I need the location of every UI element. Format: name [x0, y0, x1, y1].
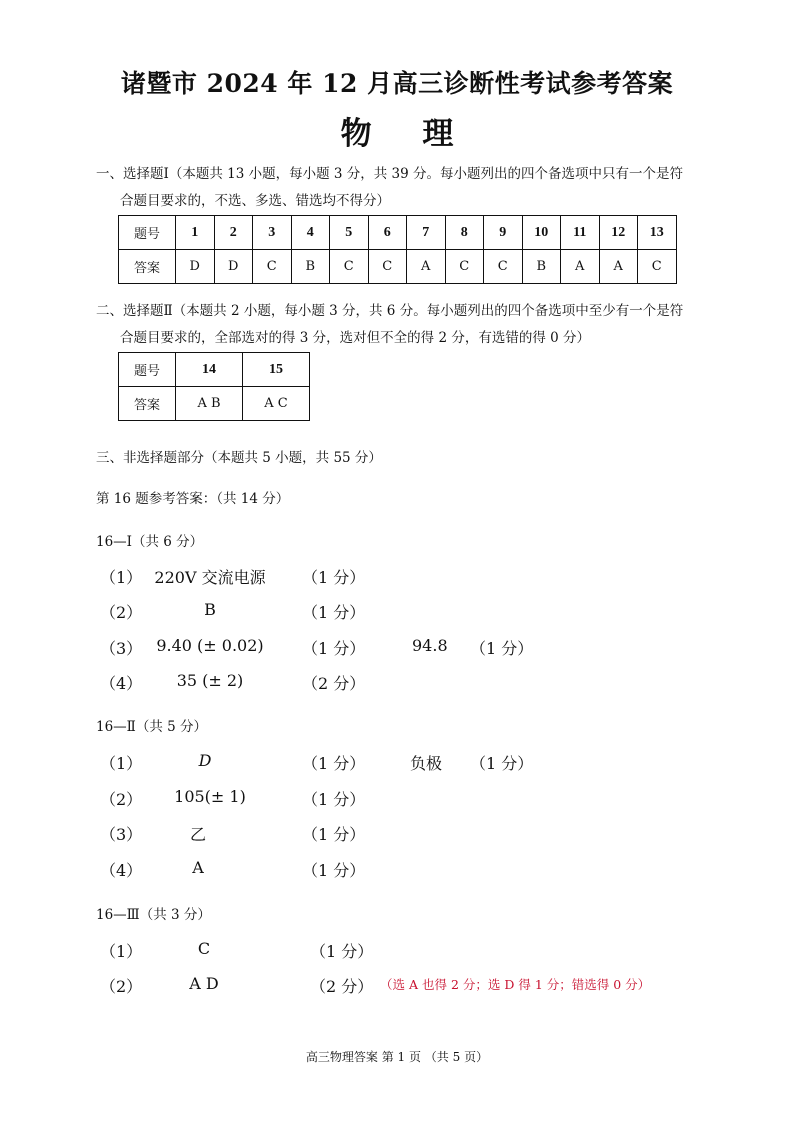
- answer-cell: C: [445, 250, 484, 284]
- answer-cell: C: [330, 250, 369, 284]
- q-number: 5: [330, 216, 369, 250]
- answer-cell: A: [561, 250, 600, 284]
- answer-cell: D: [214, 250, 253, 284]
- item-answer: D: [198, 751, 212, 770]
- item-number: （1）: [100, 568, 143, 587]
- q-number: 13: [638, 216, 677, 250]
- label-answer: 答案: [119, 387, 176, 421]
- item-points: （1 分）: [302, 861, 366, 880]
- item-points: （1 分）: [302, 825, 366, 844]
- q-number: 6: [368, 216, 407, 250]
- item-answer: C: [197, 939, 211, 958]
- part2-heading: 16—Ⅱ（共 5 分）: [96, 719, 208, 735]
- page-footer: 高三物理答案 第 1 页 （共 5 页）: [305, 1050, 489, 1064]
- answer-cell: B: [291, 250, 330, 284]
- q-number: 15: [243, 353, 310, 387]
- section2-line2: 合题目要求的，全部选对的得 3 分，选对但不全的得 2 分，有选错的得 0 分）: [120, 330, 591, 346]
- q-number: 8: [445, 216, 484, 250]
- item-points-2: （1 分）: [470, 754, 534, 773]
- item-answer: 乙: [189, 825, 206, 844]
- answer-cell: C: [638, 250, 677, 284]
- item-answer: 220V 交流电源: [154, 568, 266, 587]
- section2-instructions: [96, 298, 706, 352]
- answer-cell: A B: [176, 387, 243, 421]
- item-points: （1 分）: [302, 790, 366, 809]
- section1-line2: 合题目要求的，不选、多选、错选均不得分）: [120, 193, 390, 209]
- subject-title: [0, 108, 794, 153]
- item-number: （4）: [100, 861, 143, 880]
- answer-cell: D: [176, 250, 215, 284]
- subject-char-1: 物: [340, 116, 372, 152]
- answer-cell: A: [599, 250, 638, 284]
- section1-instructions: [96, 161, 706, 215]
- answer-cell: A: [407, 250, 446, 284]
- table-row-numbers: [119, 353, 310, 387]
- item-answer-2: 负极: [410, 754, 443, 773]
- list-item: [0, 787, 794, 807]
- q-number: 4: [291, 216, 330, 250]
- table-row-numbers: [119, 216, 677, 250]
- section3-heading: 三、非选择题部分（本题共 5 小题，共 55 分）: [96, 450, 382, 466]
- list-item: [0, 751, 794, 771]
- answer-cell: B: [522, 250, 561, 284]
- item-number: （4）: [100, 674, 143, 693]
- grading-note: （选 A 也得 2 分；选 D 得 1 分；错选得 0 分）: [380, 977, 651, 992]
- item-answer-2: 94.8: [412, 636, 448, 655]
- item-answer: B: [204, 600, 216, 619]
- section1-answer-table: [118, 215, 677, 284]
- item-answer: A D: [189, 974, 219, 993]
- item-answer: 35 (± 2): [176, 671, 244, 690]
- table-row-answers: [119, 387, 310, 421]
- label-question: 题号: [119, 353, 176, 387]
- list-item: [0, 565, 794, 585]
- q-number: 9: [484, 216, 523, 250]
- answer-cell: A C: [243, 387, 310, 421]
- list-item: [0, 858, 794, 878]
- answer-cell: C: [484, 250, 523, 284]
- q-number: 10: [522, 216, 561, 250]
- q16-heading: 第 16 题参考答案：（共 14 分）: [96, 491, 290, 507]
- list-item: [0, 671, 794, 691]
- item-number: （2）: [100, 603, 143, 622]
- section2-line1: 二、选择题Ⅱ（本题共 2 小题，每小题 3 分，共 6 分。每小题列出的四个备选项中至少有一个是符: [96, 303, 684, 319]
- item-points-2: （1 分）: [470, 639, 534, 658]
- section1-line1: 一、选择题Ⅰ（本题共 13 小题，每小题 3 分，共 39 分。每小题列出的四个备选项中只有一个是符: [96, 166, 684, 182]
- item-answer: A: [192, 858, 204, 877]
- answer-cell: C: [253, 250, 292, 284]
- item-points: （1 分）: [302, 603, 366, 622]
- list-item: [0, 974, 794, 994]
- subject-char-2: 理: [422, 116, 454, 152]
- item-number: （1）: [100, 754, 143, 773]
- q-number: 11: [561, 216, 600, 250]
- part1-heading: 16—Ⅰ（共 6 分）: [96, 534, 204, 550]
- item-points: （1 分）: [302, 754, 366, 773]
- label-question: 题号: [119, 216, 176, 250]
- q-number: 2: [214, 216, 253, 250]
- list-item: [0, 636, 794, 656]
- item-points: （1 分）: [302, 639, 366, 658]
- item-points: （1 分）: [302, 568, 366, 587]
- item-answer: 105(± 1): [174, 787, 246, 806]
- section2-answer-table: [118, 352, 310, 421]
- label-answer: 答案: [119, 250, 176, 284]
- q-number: 3: [253, 216, 292, 250]
- item-points: （2 分）: [310, 977, 374, 996]
- table-row-answers: [119, 250, 677, 284]
- item-number: （3）: [100, 825, 143, 844]
- item-points: （2 分）: [302, 674, 366, 693]
- q-number: 1: [176, 216, 215, 250]
- item-number: （2）: [100, 790, 143, 809]
- list-item: [0, 822, 794, 842]
- item-points: （1 分）: [310, 942, 374, 961]
- item-answer: 9.40 (± 0.02): [156, 636, 264, 655]
- part3-heading: 16—Ⅲ（共 3 分）: [96, 907, 211, 923]
- item-number: （1）: [100, 942, 143, 961]
- q-number: 14: [176, 353, 243, 387]
- page-title: 诸暨市 2024 年 12 月高三诊断性考试参考答案: [120, 69, 674, 98]
- q-number: 7: [407, 216, 446, 250]
- q-number: 12: [599, 216, 638, 250]
- item-number: （2）: [100, 977, 143, 996]
- list-item: [0, 939, 794, 959]
- item-number: （3）: [100, 639, 143, 658]
- answer-cell: C: [368, 250, 407, 284]
- list-item: [0, 600, 794, 620]
